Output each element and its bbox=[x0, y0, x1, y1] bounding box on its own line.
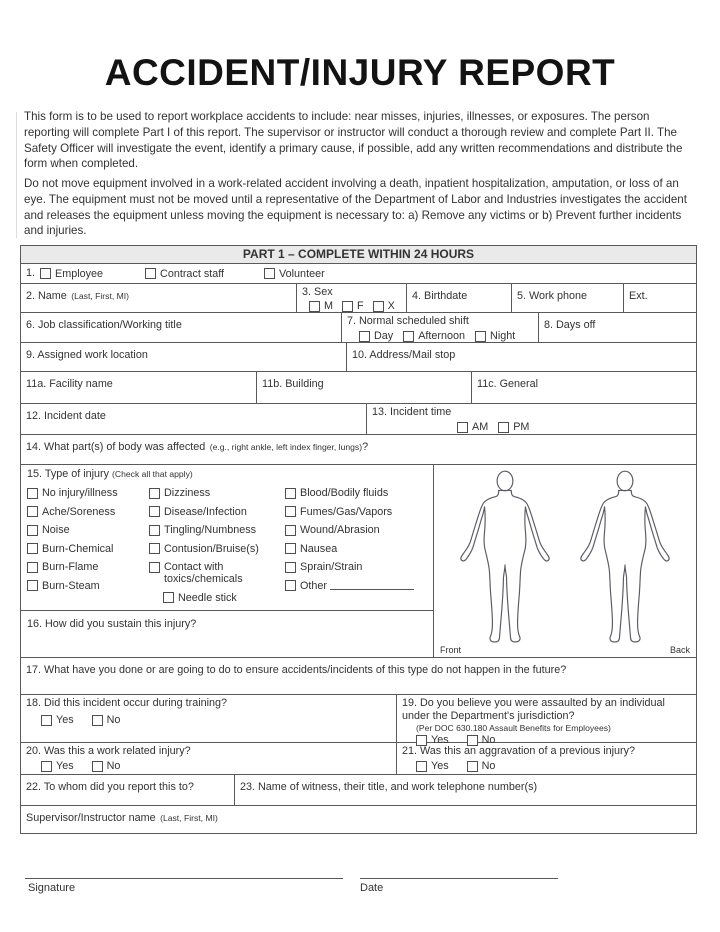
checkbox-icon bbox=[403, 331, 414, 342]
checkbox-noise[interactable] bbox=[27, 524, 149, 536]
checkbox-time-am[interactable] bbox=[457, 421, 488, 433]
checkbox-label: Burn-Steam bbox=[42, 579, 100, 592]
checkbox-sex-m[interactable] bbox=[309, 300, 333, 312]
scan-artifact-line bbox=[16, 112, 17, 238]
field-label: 6. Job classification/Working title bbox=[26, 319, 182, 331]
field-incident-date[interactable] bbox=[21, 404, 366, 434]
field-label: 20. Was this a work related injury? bbox=[26, 745, 191, 757]
field-1-number: 1. bbox=[26, 267, 36, 279]
field-scheduled-shift[interactable] bbox=[341, 313, 538, 342]
body-diagram-back-icon bbox=[577, 470, 673, 649]
part1-form-table bbox=[20, 245, 697, 834]
date-label: Date bbox=[360, 882, 384, 894]
field-job-classification[interactable] bbox=[21, 313, 341, 342]
body-diagram-front-icon bbox=[457, 470, 553, 649]
field-label: 5. Work phone bbox=[517, 290, 588, 302]
checkbox-label: No bbox=[481, 734, 496, 746]
field-label-sub: (Check all that apply) bbox=[112, 469, 193, 479]
injury-checkbox-column-1 bbox=[27, 487, 149, 604]
checkbox-icon bbox=[40, 268, 51, 279]
field-label-sub: (Per DOC 630.180 Assault Benefits for Employees) bbox=[416, 723, 611, 733]
field-assaulted[interactable] bbox=[396, 695, 696, 746]
part1-header: PART 1 – COMPLETE WITHIN 24 HOURS bbox=[21, 246, 696, 263]
checkbox-label: Burn-Flame bbox=[42, 561, 99, 573]
signature-line[interactable] bbox=[25, 878, 343, 879]
checkbox-shift-night[interactable] bbox=[475, 330, 515, 342]
checkbox-icon bbox=[285, 488, 296, 499]
field-label-suffix: ? bbox=[362, 441, 369, 453]
checkbox-label: X bbox=[387, 300, 395, 312]
checkbox-icon bbox=[467, 761, 478, 772]
field-how-sustained-injury[interactable] bbox=[21, 611, 433, 657]
checkbox-label: Noise bbox=[42, 524, 70, 536]
checkbox-label: Wound/Abrasion bbox=[300, 524, 380, 536]
checkbox-label: Contract staff bbox=[160, 267, 225, 280]
field-label: 13. Incident time bbox=[372, 406, 452, 418]
checkbox-label: Afternoon bbox=[418, 330, 466, 342]
checkbox-icon bbox=[416, 761, 427, 772]
field-label: 14. What part(s) of body was affected bbox=[26, 441, 206, 453]
checkbox-label: Employee bbox=[55, 267, 104, 280]
checkbox-tingling-numbness[interactable] bbox=[149, 524, 285, 536]
checkbox-ache-soreness[interactable] bbox=[27, 506, 149, 518]
checkbox-icon bbox=[149, 562, 160, 573]
checkbox-shift-day[interactable] bbox=[359, 330, 393, 342]
checkbox-label: Yes bbox=[431, 760, 449, 772]
checkbox-sex-f[interactable] bbox=[342, 300, 364, 312]
checkbox-contract-staff[interactable] bbox=[145, 268, 224, 280]
checkbox-burn-chemical[interactable] bbox=[27, 543, 149, 555]
intro-paragraph-1: This form is to be used to report workplace accidents to include: near misses, injuries, illnesses, or exposures. The person reporting will complete Part I of this report. The supervisor or instructor will conduct a thorough review and complete Part II. The Safety Officer will investigate the event, identify a primary cause, if possible, add any written recommendations and distribute the form when completed. bbox=[24, 110, 683, 171]
field-work-phone[interactable] bbox=[511, 284, 623, 312]
checkbox-label: Yes bbox=[56, 760, 74, 772]
checkbox-employee[interactable] bbox=[40, 268, 103, 280]
field-label: 17. What have you done or are going to do to ensure accidents/incidents of this type do not happen in the future? bbox=[26, 664, 567, 676]
field-label-sub: (e.g., right ankle, left index finger, lungs) bbox=[209, 442, 363, 452]
checkbox-label: No injury/illness bbox=[42, 487, 118, 499]
checkbox-icon bbox=[285, 506, 296, 517]
checkbox-icon bbox=[149, 506, 160, 517]
field-witness[interactable] bbox=[234, 775, 696, 805]
field-building[interactable] bbox=[256, 372, 471, 403]
checkbox-label: F bbox=[357, 300, 364, 312]
checkbox-contusion-bruise[interactable] bbox=[149, 543, 285, 555]
checkbox-label: No bbox=[481, 760, 496, 772]
checkbox-label: Nausea bbox=[300, 542, 338, 555]
field-label: 11b. Building bbox=[262, 378, 324, 390]
checkbox-training-yes[interactable] bbox=[41, 714, 74, 726]
field-label-sub: (Last, First, MI) bbox=[71, 291, 130, 301]
checkbox-time-pm[interactable] bbox=[498, 421, 529, 433]
checkbox-icon bbox=[92, 715, 103, 726]
field-label: 7. Normal scheduled shift bbox=[347, 315, 469, 327]
checkbox-disease-infection[interactable] bbox=[149, 506, 285, 518]
checkbox-label: Needle stick bbox=[178, 591, 237, 604]
back-label: Back bbox=[669, 645, 690, 655]
field-label: 21. Was this an aggravation of a previous injury? bbox=[402, 745, 636, 757]
checkbox-label: M bbox=[324, 300, 333, 312]
field-during-training[interactable] bbox=[21, 695, 396, 742]
checkbox-label: Yes bbox=[56, 714, 74, 726]
signature-label: Signature bbox=[28, 882, 76, 894]
checkbox-icon bbox=[27, 543, 38, 554]
field-name[interactable] bbox=[21, 284, 296, 312]
field-birthdate[interactable] bbox=[406, 284, 511, 312]
checkbox-contact-toxics-chemicals[interactable] bbox=[149, 561, 285, 585]
checkbox-fumes-gas-vapors[interactable] bbox=[285, 506, 427, 518]
field-type-of-injury[interactable] bbox=[21, 465, 433, 611]
field-label: 2. Name bbox=[26, 290, 67, 302]
checkbox-icon bbox=[264, 268, 275, 279]
checkbox-icon bbox=[145, 268, 156, 279]
field-work-related[interactable] bbox=[21, 743, 396, 774]
other-fill-line[interactable] bbox=[330, 580, 414, 590]
checkbox-icon bbox=[359, 331, 370, 342]
checkbox-label: PM bbox=[513, 421, 530, 433]
checkbox-sex-x[interactable] bbox=[373, 300, 395, 312]
field-label: 23. Name of witness, their title, and work telephone number(s) bbox=[240, 781, 538, 793]
checkbox-label: Contusion/Bruise(s) bbox=[164, 542, 259, 555]
checkbox-sprain-strain[interactable] bbox=[285, 561, 427, 573]
checkbox-label: No bbox=[106, 714, 121, 726]
checkbox-icon bbox=[285, 562, 296, 573]
field-label: 15. Type of injury bbox=[27, 468, 110, 480]
checkbox-icon bbox=[27, 488, 38, 499]
checkbox-training-no[interactable] bbox=[92, 714, 121, 726]
checkbox-label: Day bbox=[374, 330, 394, 342]
checkbox-icon bbox=[309, 301, 320, 312]
checkbox-icon bbox=[149, 488, 160, 499]
field-label: 9. Assigned work location bbox=[26, 349, 148, 361]
field-assigned-work-location[interactable] bbox=[21, 343, 346, 371]
checkbox-icon bbox=[163, 592, 174, 603]
field-label: 11c. General bbox=[477, 378, 539, 390]
checkbox-icon bbox=[149, 543, 160, 554]
field-aggravation-previous-injury[interactable] bbox=[396, 743, 696, 774]
checkbox-icon bbox=[27, 562, 38, 573]
field-label: 10. Address/Mail stop bbox=[352, 349, 456, 361]
checkbox-icon bbox=[285, 580, 296, 591]
checkbox-aggravation-no[interactable] bbox=[467, 760, 496, 772]
checkbox-icon bbox=[27, 580, 38, 591]
field-label: 11a. Facility name bbox=[26, 378, 113, 390]
field-days-off[interactable] bbox=[538, 313, 696, 342]
field-label: 8. Days off bbox=[544, 319, 596, 331]
checkbox-icon bbox=[475, 331, 486, 342]
checkbox-label: No bbox=[106, 760, 121, 772]
injury-checkbox-column-2 bbox=[149, 487, 285, 604]
checkbox-icon bbox=[285, 543, 296, 554]
field-prevention-actions[interactable] bbox=[21, 658, 696, 694]
checkbox-label: Ache/Soreness bbox=[42, 505, 116, 518]
field-label: 3. Sex bbox=[302, 286, 333, 298]
checkbox-icon bbox=[342, 301, 353, 312]
checkbox-icon bbox=[41, 715, 52, 726]
checkbox-label: Dizziness bbox=[164, 487, 211, 499]
checkbox-volunteer[interactable] bbox=[264, 268, 325, 280]
checkbox-shift-afternoon[interactable] bbox=[403, 330, 465, 342]
checkbox-label: AM bbox=[472, 421, 489, 433]
field-label: 4. Birthdate bbox=[412, 290, 468, 302]
checkbox-icon bbox=[373, 301, 384, 312]
checkbox-aggravation-yes[interactable] bbox=[416, 760, 449, 772]
field-general[interactable] bbox=[471, 372, 696, 403]
checkbox-label: Yes bbox=[431, 734, 449, 746]
checkbox-needle-stick[interactable] bbox=[163, 592, 285, 604]
checkbox-other[interactable] bbox=[285, 580, 427, 592]
field-incident-time[interactable] bbox=[366, 404, 696, 434]
field-label-sub: (Last, First, MI) bbox=[160, 813, 218, 823]
field-supervisor-name[interactable] bbox=[21, 806, 696, 833]
checkbox-label: Sprain/Strain bbox=[300, 561, 363, 573]
injury-checkbox-column-3 bbox=[285, 487, 427, 604]
checkbox-label: Contact with toxics/chemicals bbox=[164, 561, 243, 585]
checkbox-icon bbox=[457, 422, 468, 433]
checkbox-label: Volunteer bbox=[279, 267, 325, 280]
checkbox-icon bbox=[149, 525, 160, 536]
field-body-parts-affected[interactable] bbox=[21, 435, 696, 464]
field-label: 22. To whom did you report this to? bbox=[26, 781, 194, 793]
checkbox-label: Other bbox=[300, 579, 328, 592]
checkbox-label: Burn-Chemical bbox=[42, 542, 114, 555]
field-reported-to[interactable] bbox=[21, 775, 234, 805]
field-address-mail-stop[interactable] bbox=[346, 343, 696, 371]
checkbox-dizziness[interactable] bbox=[149, 487, 285, 499]
checkbox-icon bbox=[27, 525, 38, 536]
checkbox-label: Blood/Bodily fluids bbox=[300, 487, 389, 499]
checkbox-label: Night bbox=[490, 330, 516, 342]
checkbox-work-related-yes[interactable] bbox=[41, 760, 74, 772]
checkbox-work-related-no[interactable] bbox=[92, 760, 121, 772]
checkbox-label: Tingling/Numbness bbox=[164, 524, 257, 536]
field-label: 12. Incident date bbox=[26, 410, 106, 422]
field-sex[interactable] bbox=[296, 284, 406, 312]
page-title: ACCIDENT/INJURY REPORT bbox=[104, 52, 616, 93]
checkbox-icon bbox=[41, 761, 52, 772]
checkbox-burn-flame[interactable] bbox=[27, 561, 149, 573]
intro-paragraph-2: Do not move equipment involved in a work-related accident involving a death, inpatient hospitalization, amputation, or loss of an eye. The equipment must not be moved until a representative of the Department of Labor and Industries investigates the accident and releases the equipment unless moving the equipment is necessary to: a) Remove any victims or b) Prevent further incidents and injuries. bbox=[24, 177, 687, 238]
checkbox-icon bbox=[27, 506, 38, 517]
field-ext[interactable] bbox=[623, 284, 696, 312]
checkbox-icon bbox=[92, 761, 103, 772]
checkbox-wound-abrasion[interactable] bbox=[285, 524, 427, 536]
body-diagram-cell[interactable] bbox=[433, 465, 696, 657]
checkbox-label: Disease/Infection bbox=[164, 505, 247, 518]
field-facility-name[interactable] bbox=[21, 372, 256, 403]
field-label: 18. Did this incident occur during training? bbox=[26, 697, 228, 709]
checkbox-icon bbox=[285, 525, 296, 536]
date-line[interactable] bbox=[360, 878, 558, 879]
field-label: 19. Do you believe you were assaulted by an individual under the Department's jurisdiction? bbox=[402, 697, 665, 722]
checkbox-no-injury[interactable] bbox=[27, 487, 149, 499]
checkbox-blood-bodily-fluids[interactable] bbox=[285, 487, 427, 499]
checkbox-burn-steam[interactable] bbox=[27, 580, 149, 592]
field-label: Supervisor/Instructor name bbox=[26, 812, 156, 824]
checkbox-icon bbox=[498, 422, 509, 433]
front-label: Front bbox=[440, 645, 462, 655]
checkbox-label: Fumes/Gas/Vapors bbox=[300, 505, 393, 518]
field-employee-type[interactable] bbox=[21, 264, 696, 283]
checkbox-nausea[interactable] bbox=[285, 543, 427, 555]
field-label: 16. How did you sustain this injury? bbox=[27, 618, 197, 630]
field-label: Ext. bbox=[629, 290, 648, 302]
